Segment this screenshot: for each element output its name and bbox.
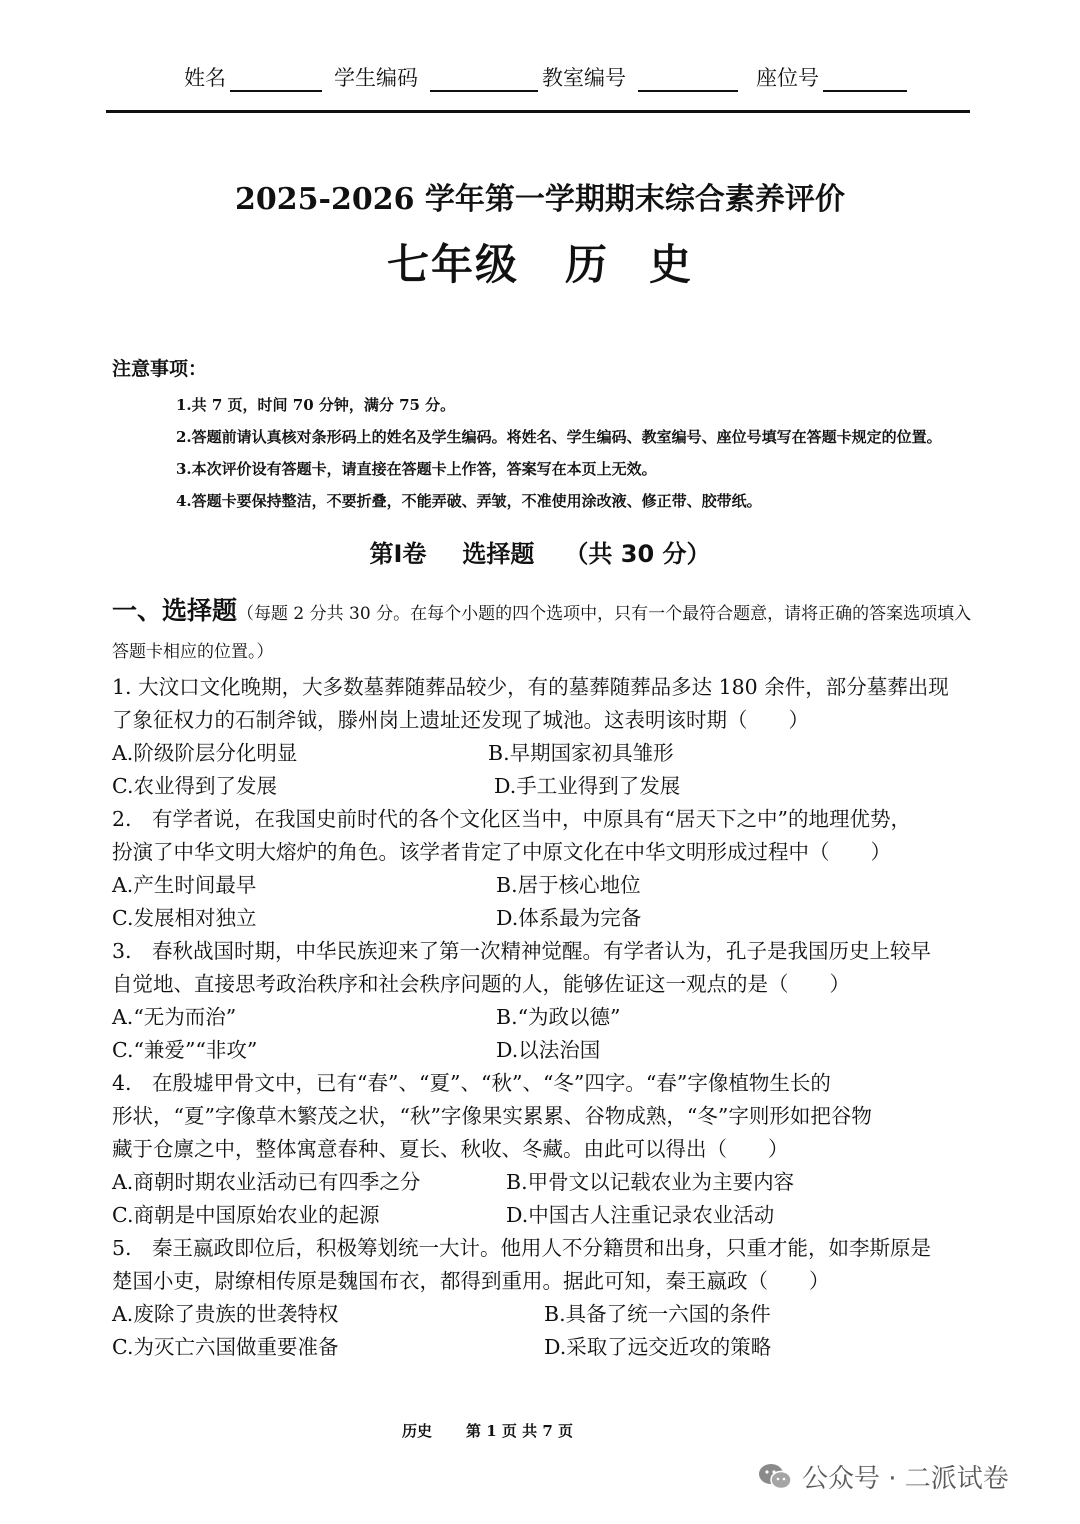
student-code-field[interactable]	[334, 62, 538, 92]
part-title: 一、选择题	[112, 596, 238, 625]
grade-label: 七年级	[386, 240, 519, 289]
q3-option-d: D.以法治国	[496, 1038, 601, 1062]
q4-option-d: D.中国古人注重记录农业活动	[506, 1203, 775, 1227]
room-code-blank[interactable]	[638, 70, 738, 92]
q1-option-b: B.早期国家初具雏形	[488, 741, 674, 765]
q2-option-c: C.发展相对独立	[112, 906, 257, 930]
subject-char-1: 历	[564, 240, 609, 289]
q1-option-d: D.手工业得到了发展	[494, 774, 681, 798]
question-4-line: 4. 在殷墟甲骨文中，已有“春”、“夏”、“秋”、“冬”四字。“春”字像植物生长的	[112, 1071, 831, 1095]
notice-item: 1.共 7 页，时间 70 分钟，满分 75 分。	[176, 396, 456, 414]
watermark-text: 公众号 · 二派试卷	[802, 1464, 1009, 1494]
wechat-icon	[758, 1463, 792, 1491]
question-4-line: 形状，“夏”字像草木繁茂之状，“秋”字像果实累累、谷物成熟，“冬”字则形如把谷物	[112, 1104, 872, 1128]
room-code-label: 教室编号	[542, 66, 626, 90]
part-instruction: （每题 2 分共 30 分。在每个小题的四个选项中，只有一个最符合题意，请将正确的答案选项填入答题卡相应的位置。）	[112, 604, 972, 662]
question-1-line: 1. 大汶口文化晚期，大多数墓葬随葬品较少，有的墓葬随葬品多达 180 余件，部分墓葬出现	[112, 675, 949, 699]
exam-title: 2025-2026 学年第一学期期末综合素养评价	[235, 182, 845, 217]
section-score: （共 30 分）	[564, 540, 711, 568]
q4-option-a: A.商朝时期农业活动已有四季之分	[112, 1170, 421, 1194]
question-3-line: 3. 春秋战国时期，中华民族迎来了第一次精神觉醒。有学者认为，孔子是我国历史上较早	[112, 939, 932, 963]
seat-no-blank[interactable]	[823, 70, 907, 92]
q2-option-d: D.体系最为完备	[496, 906, 642, 930]
question-2-line: 扮演了中华文明大熔炉的角色。该学者肯定了中原文化在中华文明形成过程中（ ）	[112, 840, 891, 864]
seat-no-label: 座位号	[756, 66, 819, 90]
watermark	[758, 1458, 1009, 1495]
notice-item: 2.答题前请认真核对条形码上的姓名及学生编码。将姓名、学生编码、教室编号、座位号填写在答题卡规定的位置。	[176, 428, 942, 446]
question-5-line: 5. 秦王嬴政即位后，积极筹划统一大计。他用人不分籍贯和出身，只重才能，如李斯原是	[112, 1236, 932, 1260]
q3-option-a: A.“无为而治”	[112, 1005, 237, 1029]
q3-option-b: B.“为政以德”	[496, 1005, 621, 1029]
question-1-line: 了象征权力的石制斧钺，滕州岗上遗址还发现了城池。这表明该时期（ ）	[112, 708, 809, 732]
q4-option-c: C.商朝是中国原始农业的起源	[112, 1203, 380, 1227]
section-name: 选择题	[462, 540, 535, 568]
q4-option-b: B.甲骨文以记载农业为主要内容	[506, 1170, 795, 1194]
student-code-label: 学生编码	[334, 66, 418, 90]
header-divider	[106, 110, 970, 113]
footer-page: 第 1 页 共 7 页	[466, 1422, 573, 1440]
q2-option-b: B.居于核心地位	[496, 873, 641, 897]
q5-option-d: D.采取了远交近攻的策略	[544, 1335, 772, 1359]
name-field[interactable]	[184, 62, 322, 92]
subject-char-2: 史	[649, 240, 694, 289]
notice-item: 3.本次评价设有答题卡，请直接在答题卡上作答，答案写在本页上无效。	[176, 460, 657, 478]
question-3-line: 自觉地、直接思考政治秩序和社会秩序问题的人，能够佐证这一观点的是（ ）	[112, 972, 850, 996]
name-blank[interactable]	[230, 70, 322, 92]
question-4-line: 藏于仓廪之中，整体寓意春种、夏长、秋收、冬藏。由此可以得出（ ）	[112, 1137, 789, 1161]
notice-heading: 注意事项：	[112, 358, 208, 380]
part-heading	[112, 592, 972, 671]
question-2-line: 2. 有学者说，在我国史前时代的各个文化区当中，中原具有“居天下之中”的地理优势，	[112, 807, 912, 831]
notice-item: 4.答题卡要保持整洁，不要折叠，不能弄破、弄皱，不准使用涂改液、修正带、胶带纸。	[176, 492, 762, 510]
q5-option-b: B.具备了统一六国的条件	[544, 1302, 771, 1326]
q1-option-a: A.阶级阶层分化明显	[112, 741, 298, 765]
q3-option-c: C.“兼爱”“非攻”	[112, 1038, 258, 1062]
q1-option-c: C.农业得到了发展	[112, 774, 277, 798]
q2-option-a: A.产生时间最早	[112, 873, 257, 897]
q5-option-a: A.废除了贵族的世袭特权	[112, 1302, 339, 1326]
footer-subject: 历史	[402, 1422, 433, 1440]
subject-title	[0, 232, 1080, 292]
section-heading	[0, 534, 1080, 569]
q5-option-c: C.为灭亡六国做重要准备	[112, 1335, 339, 1359]
section-volume: 第Ⅰ卷	[369, 540, 427, 568]
name-label: 姓名	[184, 66, 226, 90]
student-code-blank[interactable]	[430, 70, 538, 92]
room-code-field[interactable]	[542, 62, 738, 92]
seat-no-field[interactable]	[756, 62, 907, 92]
question-5-line: 楚国小吏，尉缭相传原是魏国布衣，都得到重用。据此可知，秦王嬴政（ ）	[112, 1269, 830, 1293]
